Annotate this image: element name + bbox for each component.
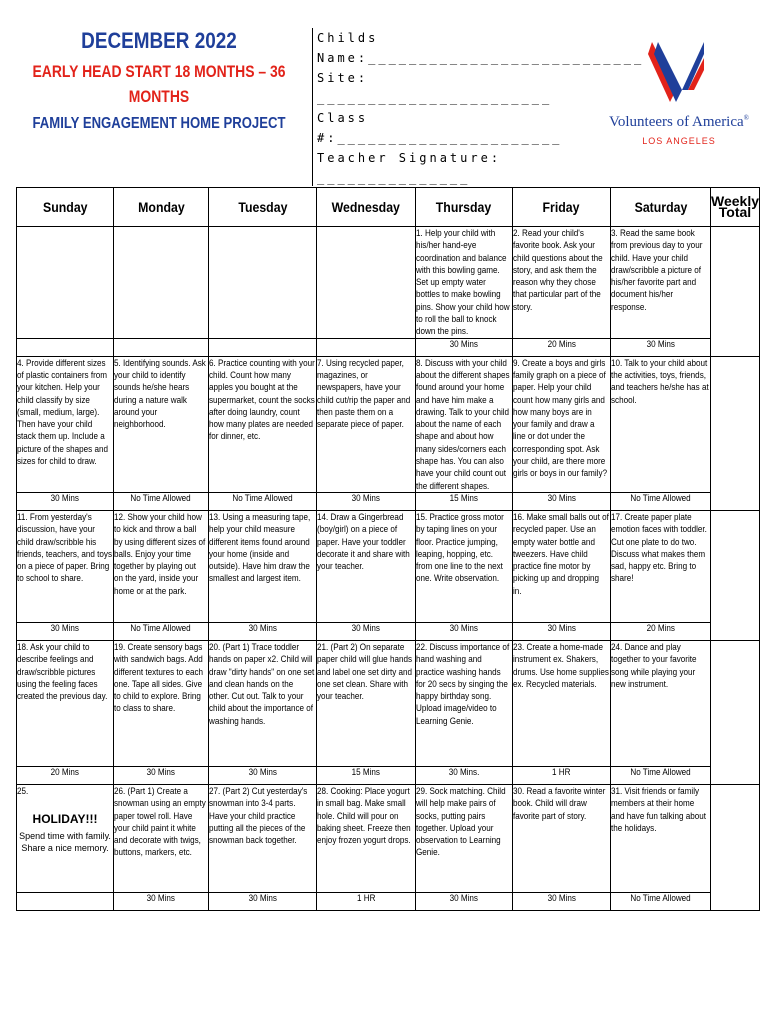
day-cell xyxy=(416,356,513,492)
day-header-label: Friday xyxy=(543,199,580,215)
weekly-total-cell[interactable] xyxy=(711,784,760,910)
time-label: 30 Mins xyxy=(351,492,381,503)
time-row xyxy=(17,766,760,784)
time-cell xyxy=(416,766,513,784)
time-cell xyxy=(17,892,114,910)
day-header-monday xyxy=(114,188,209,227)
time-cell xyxy=(513,622,611,640)
day-cell xyxy=(611,510,711,622)
week-row xyxy=(17,784,760,892)
volunteers-of-america-logo xyxy=(604,40,754,160)
day-cell xyxy=(17,640,114,766)
day-cell xyxy=(416,640,513,766)
time-cell xyxy=(611,338,711,356)
field-teacher-signature[interactable]: Teacher Signature: _______________ xyxy=(317,151,502,185)
activity-text: 8. Discuss with your child about the different shapes found around your home and have him make a drawing. Talk to your child about the name of each shape and about how many sides/corners each shape has. You can also have your child count out the different shapes. xyxy=(416,357,510,491)
time-label: 20 Mins xyxy=(50,766,80,777)
time-label: 15 Mins xyxy=(449,492,479,503)
time-label: 1 HR xyxy=(552,766,571,777)
child-info-fields xyxy=(312,28,645,186)
activity-text: 1. Help your child with his/her hand-eye coordination and balance with this bowling game. Set up empty water bottles to make bowling pins. Show your child how to roll the ball to knock down the pins. xyxy=(416,228,510,337)
time-label: No Time Allowed xyxy=(630,892,691,903)
day-cell xyxy=(611,356,711,492)
activity-text: 18. Ask your child to describe feelings and draw/scribble pictures using the feeling faces created the previous day. xyxy=(17,641,108,702)
day-cell xyxy=(209,640,317,766)
day-cell xyxy=(317,356,416,492)
day-cell xyxy=(17,510,114,622)
time-cell xyxy=(209,892,317,910)
activity-text: 24. Dance and play together to your favorite song while playing your new instrument. xyxy=(611,641,697,689)
activity-text: 12. Show your child how to kick and throw a ball by using different sizes of balls. Enjoy your time together by playing out on the yard, inside your home or at the park. xyxy=(114,511,206,596)
time-cell xyxy=(114,766,209,784)
day-header-saturday xyxy=(611,188,711,227)
time-cell xyxy=(416,892,513,910)
time-cell xyxy=(611,766,711,784)
day-header-sunday xyxy=(17,188,114,227)
activity-text: 26. (Part 1) Create a snowman using an empty paper towel roll. Have your child paint it white and decorate with twigs, buttons, markers, etc. xyxy=(114,785,206,858)
day-cell xyxy=(114,640,209,766)
field-class[interactable]: Class #:______________________ xyxy=(317,111,563,145)
time-row xyxy=(17,622,760,640)
activity-text: 23. Create a home-made instrument ex. Shakers, drums. Use home supplies ex. Recycled materials. xyxy=(513,641,609,689)
day-cell xyxy=(114,784,209,892)
day-cell xyxy=(317,640,416,766)
time-label: 15 Mins xyxy=(351,766,381,777)
time-label: 30 Mins xyxy=(547,622,576,633)
activity-text: 21. (Part 2) On separate paper child will glue hands and label one set dirty and one set clean. Share with your teacher. xyxy=(317,641,413,702)
time-cell xyxy=(513,338,611,356)
month-title: DECEMBER 2022 xyxy=(81,28,237,53)
day-cell xyxy=(209,784,317,892)
weekly-total-header: Weekly Total xyxy=(711,188,760,227)
time-label: 20 Mins xyxy=(646,622,675,633)
time-cell xyxy=(317,892,416,910)
day-header-label: Monday xyxy=(137,199,185,215)
time-row xyxy=(17,338,760,356)
activity-text: 28. Cooking: Place yogurt in small bag. Make small hole. Child will pour on baking sheet. Freeze then enjoy frozen yogurt drops. xyxy=(317,785,411,846)
activity-text: 9. Create a boys and girls family graph on a piece of paper. Help your child count how many girls and how many boys are in your family and draw a line or dot under the corresponding spot. Ask your child, are there more girls or boys in our family? xyxy=(513,357,608,479)
activity-text: 4. Provide different sizes of plastic containers from your kitchen. Help your child classify by size (small, medium, large). Then have your child stack them up. Include a picture of the shapes and sizes for child to draw. xyxy=(17,357,108,467)
time-label: 30 Mins. xyxy=(448,766,480,777)
day-cell xyxy=(416,510,513,622)
time-cell xyxy=(114,338,209,356)
activity-text: 7. Using recycled paper, magazines, or newspapers, have your child cut/rip the paper and then paste them on a separate piece of paper. xyxy=(317,357,411,430)
time-cell xyxy=(17,492,114,510)
time-cell xyxy=(317,766,416,784)
activity-text: 10. Talk to your child about the activities, toys, friends, and teachers he/she has at school. xyxy=(611,357,709,405)
day-header-tuesday xyxy=(209,188,317,227)
day-header-wednesday xyxy=(317,188,416,227)
activity-text: 20. (Part 1) Trace toddler hands on paper x2. Child will draw "dirty hands" on one set and clean hands on the other. Cut out. Talk to your child about the importance of washing hands. xyxy=(209,641,315,726)
week-row xyxy=(17,640,760,766)
time-label: 30 Mins xyxy=(248,622,277,633)
holiday-note xyxy=(17,813,113,853)
day-cell xyxy=(17,227,114,339)
activity-text: 22. Discuss importance of hand washing and practice washing hands for 20 secs by singing the happy birthday song. Upload image/video to Learning Genie. xyxy=(416,641,510,726)
time-cell xyxy=(513,892,611,910)
day-cell xyxy=(513,784,611,892)
project-title: FAMILY ENGAGEMENT HOME PROJECT xyxy=(32,115,286,132)
day-cell xyxy=(513,227,611,339)
activity-text: 30. Read a favorite winter book. Child will draw favorite part of story. xyxy=(513,785,606,821)
time-label: No Time Allowed xyxy=(130,622,192,633)
time-cell xyxy=(17,622,114,640)
activity-text: 17. Create paper plate emotion faces with toddler. Cut one plate to do two. Discuss what makes them sad, happy etc. Bring to share! xyxy=(611,511,707,584)
day-cell xyxy=(17,784,114,892)
time-cell xyxy=(209,766,317,784)
day-header-label: Thursday xyxy=(436,199,492,215)
day-cell xyxy=(114,227,209,339)
time-label: No Time Allowed xyxy=(232,492,293,503)
time-label: 30 Mins xyxy=(146,892,176,903)
title-block xyxy=(0,28,318,133)
time-label: 30 Mins xyxy=(449,338,479,349)
activity-text: 2. Read your child's favorite book. Ask your child questions about the story, and ask them the reason why they chose that particular part of the story. xyxy=(513,228,603,312)
time-cell xyxy=(416,622,513,640)
day-cell xyxy=(611,784,711,892)
activity-text: 5. Identifying sounds. Ask your child to identify sounds he/she hears during a nature walk around your neighborhood. xyxy=(114,357,206,430)
day-cell xyxy=(416,784,513,892)
activity-text: 15. Practice gross motor by taping lines on your floor. Practice jumping, leaping, hopping, etc. from one line to the next one. Write observation. xyxy=(416,511,504,584)
activity-text: 16. Make small balls out of recycled paper. Use an empty water bottle and tweezers. Have child practice fine motor by picking up and dropping in. xyxy=(513,511,609,596)
time-cell xyxy=(209,338,317,356)
day-cell xyxy=(317,227,416,339)
weekly-total-cell[interactable] xyxy=(711,356,760,510)
time-label: 30 Mins xyxy=(248,766,277,777)
time-cell xyxy=(17,338,114,356)
time-label: No Time Allowed xyxy=(630,492,691,503)
time-cell xyxy=(209,492,317,510)
day-cell xyxy=(513,510,611,622)
time-label: No Time Allowed xyxy=(630,766,691,777)
day-cell xyxy=(209,356,317,492)
field-name[interactable]: Name:___________________________ xyxy=(317,51,645,65)
day-cell xyxy=(114,356,209,492)
time-label: 30 Mins xyxy=(547,892,576,903)
weekly-total-cell[interactable] xyxy=(711,227,760,357)
day-cell xyxy=(611,640,711,766)
time-label: 30 Mins xyxy=(547,492,576,503)
time-cell xyxy=(209,622,317,640)
day-cell xyxy=(209,510,317,622)
time-label: No Time Allowed xyxy=(130,492,192,503)
day-cell xyxy=(114,510,209,622)
time-cell xyxy=(611,492,711,510)
time-row xyxy=(17,492,760,510)
time-cell xyxy=(416,338,513,356)
field-site[interactable]: Site: _______________________ xyxy=(317,71,553,105)
activity-text: 31. Visit friends or family members at their home and have fun talking about the holidays. xyxy=(611,785,707,833)
time-label: 1 HR xyxy=(356,892,376,903)
holiday-title: HOLIDAY!!! xyxy=(32,812,98,827)
time-cell xyxy=(611,622,711,640)
time-cell xyxy=(317,622,416,640)
day-cell xyxy=(513,356,611,492)
program-title: EARLY HEAD START 18 MONTHS – 36 MONTHS xyxy=(32,62,286,106)
time-cell xyxy=(317,338,416,356)
activity-text: 19. Create sensory bags with sandwich bags. Add different textures to each one. Tape all sides. Give to child to explore. Bring to class to share. xyxy=(114,641,204,714)
time-cell xyxy=(513,766,611,784)
time-label: 30 Mins xyxy=(449,892,479,903)
time-cell xyxy=(17,766,114,784)
activity-text: 27. (Part 2) Cut yesterday's snowman into 3-4 parts. Have your child practice putting all the pieces of the snowman back together. xyxy=(209,785,308,846)
activity-text: 13. Using a measuring tape, help your child measure different items found around your home (inside and outside). Have him draw the smallest and largest item. xyxy=(209,511,311,584)
day-header-label: Sunday xyxy=(42,199,88,215)
day-header-label: Tuesday xyxy=(237,199,288,215)
time-cell xyxy=(114,892,209,910)
week-row xyxy=(17,227,760,339)
time-row xyxy=(17,892,760,910)
day-header-thursday xyxy=(416,188,513,227)
time-cell xyxy=(317,492,416,510)
time-label: 30 Mins xyxy=(646,338,675,349)
week-row xyxy=(17,510,760,622)
day-header-friday xyxy=(513,188,611,227)
field-childs: Childs xyxy=(317,31,379,45)
calendar-table xyxy=(16,187,760,911)
activity-text: 11. From yesterday's discussion, have your child draw/scribble his friends, teachers, and toys on a piece of paper. Bring to school to share. xyxy=(17,511,113,584)
activity-text: 3. Read the same book from previous day to your child. Have your child draw/scribble a picture of his/her favorite part and document his/her response. xyxy=(611,228,703,312)
holiday-text: Spend time with family. Share a nice memory. xyxy=(19,830,111,853)
time-cell xyxy=(611,892,711,910)
time-cell xyxy=(114,622,209,640)
voa-chevron-icon xyxy=(648,40,704,104)
time-label: 20 Mins xyxy=(547,338,576,349)
day-header-row xyxy=(17,188,760,227)
time-label: 30 Mins xyxy=(449,622,479,633)
day-header-label: Wednesday xyxy=(331,199,401,215)
day-cell xyxy=(416,227,513,339)
time-cell xyxy=(513,492,611,510)
activity-text: 29. Sock matching. Child will help make pairs of socks, putting pairs together. Upload your observation to Learning Genie. xyxy=(416,785,506,858)
activity-text: 25. xyxy=(17,785,29,796)
activity-text: 6. Practice counting with your child. Count how many apples you bought at the supermarket, count the socks after doing laundry, count how many plates are needed for dinner, etc. xyxy=(209,357,315,442)
logo-city: LOS ANGELES xyxy=(642,136,716,146)
day-cell xyxy=(17,356,114,492)
time-label: 30 Mins xyxy=(50,492,80,503)
day-cell xyxy=(611,227,711,339)
time-label: 30 Mins xyxy=(351,622,381,633)
weekly-total-cell[interactable] xyxy=(711,640,760,784)
day-cell xyxy=(317,510,416,622)
day-header-label: Saturday xyxy=(634,199,687,215)
day-cell xyxy=(317,784,416,892)
weekly-total-cell[interactable] xyxy=(711,510,760,640)
week-row xyxy=(17,356,760,492)
time-label: 30 Mins xyxy=(146,766,176,777)
activity-text: 14. Draw a Gingerbread (boy/girl) on a piece of paper. Have your toddler decorate it and share with your teacher. xyxy=(317,511,410,572)
logo-name: Volunteers of America® xyxy=(608,114,749,130)
time-label: 30 Mins xyxy=(248,892,277,903)
time-cell xyxy=(114,492,209,510)
time-cell xyxy=(416,492,513,510)
day-cell xyxy=(209,227,317,339)
time-label: 30 Mins xyxy=(50,622,80,633)
day-cell xyxy=(513,640,611,766)
